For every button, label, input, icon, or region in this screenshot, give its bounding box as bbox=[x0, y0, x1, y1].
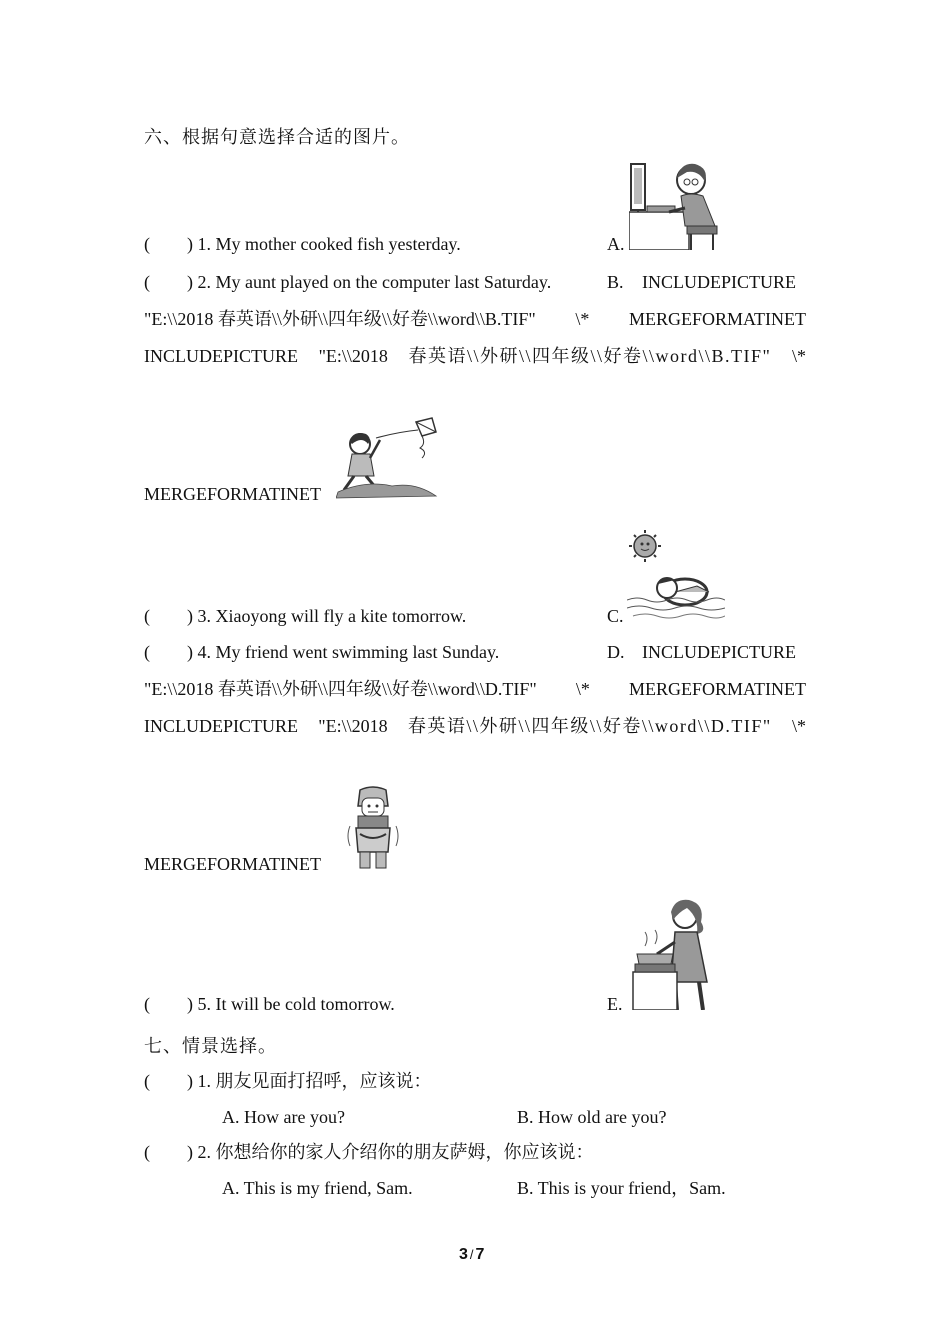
q6-3-paren: ( bbox=[144, 606, 150, 626]
q7-1-text: ) 1. 朋友见面打招呼，应该说： bbox=[187, 1071, 432, 1091]
section-7-title: 七、情景选择。 bbox=[144, 1036, 277, 1056]
cold-person-picture bbox=[346, 786, 400, 872]
option-d-label: D. bbox=[607, 642, 625, 662]
cooking-woman-picture bbox=[627, 898, 719, 1010]
q6-4-text: ) 4. My friend went swimming last Sunday. bbox=[187, 642, 500, 662]
field-d2-drive: "E:\\2018 bbox=[318, 716, 388, 736]
field-b2-switch: \* bbox=[791, 346, 806, 366]
q7-2-option-a: A. This is my friend, Sam. bbox=[222, 1178, 413, 1198]
q6-5-paren: ( bbox=[144, 994, 150, 1014]
field-d2-path: 春英语\\外研\\四年级\\好卷\\word\\D.TIF" bbox=[407, 716, 772, 736]
field-d2-switch: \* bbox=[791, 716, 806, 736]
option-c-label: C. bbox=[607, 606, 624, 626]
q7-2-paren: ( bbox=[144, 1142, 150, 1162]
q6-3-text: ) 3. Xiaoyong will fly a kite tomorrow. bbox=[187, 606, 467, 626]
field-b-end: MERGEFORMATINET bbox=[144, 484, 322, 504]
q6-2-text: ) 2. My aunt played on the computer last Saturday. bbox=[187, 272, 552, 292]
kite-boy-picture bbox=[336, 416, 440, 502]
field-b-switch: \* bbox=[575, 309, 590, 329]
q6-5-text: ) 5. It will be cold tomorrow. bbox=[187, 994, 395, 1014]
q7-1-option-a: A. How are you? bbox=[222, 1107, 345, 1127]
field-d-line-2 bbox=[144, 715, 806, 737]
field-d-merge: MERGEFORMATINET bbox=[628, 679, 806, 699]
q6-1-text: ) 1. My mother cooked fish yesterday. bbox=[187, 234, 461, 254]
section-6-title: 六、根据句意选择合适的图片。 bbox=[144, 127, 410, 147]
field-b-line-1 bbox=[144, 308, 806, 330]
page-slash: / bbox=[469, 1247, 474, 1262]
page-number bbox=[459, 1244, 484, 1266]
q7-1-option-b: B. How old are you? bbox=[517, 1107, 667, 1127]
field-d-path: "E:\\2018 春英语\\外研\\四年级\\好卷\\word\\D.TIF" bbox=[144, 679, 537, 699]
field-d-line-1 bbox=[144, 678, 806, 700]
swimmer-picture bbox=[627, 528, 725, 622]
field-b-merge: MERGEFORMATINET bbox=[628, 309, 806, 329]
page-current: 3 bbox=[459, 1246, 468, 1263]
q6-1-paren: ( bbox=[144, 234, 150, 254]
q6-4-paren: ( bbox=[144, 642, 150, 662]
field-d-end: MERGEFORMATINET bbox=[144, 854, 322, 874]
field-b2-drive: "E:\\2018 bbox=[318, 346, 388, 366]
q7-2-text: ) 2. 你想给你的家人介绍你的朋友萨姆，你应该说： bbox=[187, 1142, 594, 1162]
field-d-switch: \* bbox=[575, 679, 590, 699]
option-b-include: INCLUDEPICTURE bbox=[642, 272, 796, 292]
field-b2-include: INCLUDEPICTURE bbox=[144, 346, 298, 366]
option-d-include: INCLUDEPICTURE bbox=[642, 642, 796, 662]
field-b-line-2 bbox=[144, 345, 806, 367]
computer-woman-picture bbox=[629, 160, 721, 250]
option-e-label: E. bbox=[607, 994, 623, 1014]
q6-2-paren: ( bbox=[144, 272, 150, 292]
field-b-path: "E:\\2018 春英语\\外研\\四年级\\好卷\\word\\B.TIF" bbox=[144, 309, 536, 329]
field-b2-path: 春英语\\外研\\四年级\\好卷\\word\\B.TIF" bbox=[408, 346, 772, 366]
page-total: 7 bbox=[475, 1246, 485, 1263]
q7-1-paren: ( bbox=[144, 1071, 150, 1091]
option-a-label: A. bbox=[607, 234, 625, 254]
q7-2-option-b: B. This is your friend，Sam. bbox=[517, 1178, 726, 1198]
field-d2-include: INCLUDEPICTURE bbox=[144, 716, 298, 736]
option-b-label: B. bbox=[607, 272, 624, 292]
